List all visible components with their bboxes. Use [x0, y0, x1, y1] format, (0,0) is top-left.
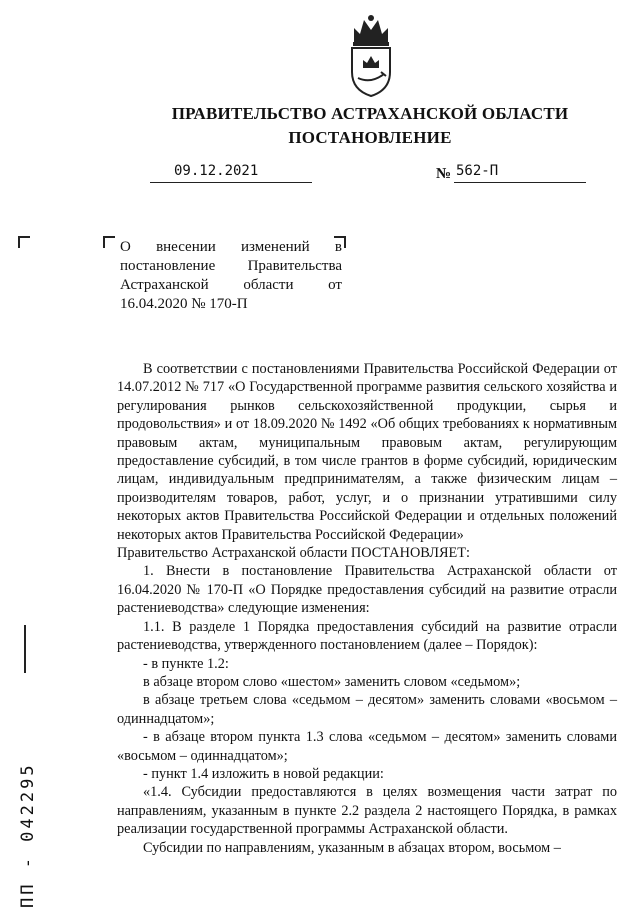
document-type-title: ПОСТАНОВЛЕНИЕ [288, 128, 452, 147]
document-number: 562-П [456, 163, 499, 179]
sub-item-paragraph: в абзаце третьем слова «седьмом – десятом» заменить словами «восьмом – одиннадцатом»; [117, 692, 617, 727]
side-serial-stamp: ПП - 042295 [18, 762, 38, 908]
preamble-paragraph: В соответствии с постановлениями Правительства Российской Федерации от 14.07.2012 № 717 «О Государственной программе развития сельского хозяйства и регулирования рынков сельскохозяйственной продукции, сырья и продовольствия» и от 18.09.2020 № 1492 «Об общих требованиях к нормативным правовым актам, муниципальным правовым актам, регулирующим предоставление субсидий, в том числе грантов в форме субсидий, юридическим лицам, индивидуальным предпринимателям, а также физическим лицам – производителям товаров, работ, услуг, и о признании утратившими силу некоторых актов Правительства Российской Федерации и отдельных положений некоторых актов Правительства Российской Федерации» [117, 361, 617, 543]
document-subject: О внесении изменений в постановление Правительства Астраханской области от 16.04.2020 № 170-П [120, 239, 342, 312]
coat-of-arms-emblem [340, 12, 402, 98]
left-corner-mark [18, 236, 30, 248]
document-date: 09.12.2021 [174, 163, 259, 179]
sub-item-paragraph: - в абзаце втором пункта 1.3 слова «седьмом – десятом» заменить словами «восьмом – одиннадцатом»; [117, 729, 617, 764]
sub-item-paragraph: - пункт 1.4 изложить в новой редакции: [143, 765, 384, 782]
quoted-clause-paragraph: «1.4. Субсидии предоставляются в целях возмещения части затрат по направлениям, указанным в пункте 2.2 раздела 2 настоящего Порядка, в рамках реализации государственной программы Астраханской области. [117, 784, 617, 838]
document-body [117, 360, 617, 857]
subject-open-mark [103, 236, 115, 248]
sub-item-paragraph: - в пункте 1.2: [143, 655, 229, 672]
continuation-paragraph: Субсидии по направлениям, указанным в абзацах втором, восьмом – [143, 839, 561, 856]
item-1-1-paragraph: 1.1. В разделе 1 Порядка предоставления субсидий на развитие отрасли растениеводства, утвержденного постановлением (далее – Порядок): [117, 618, 617, 654]
sub-item-paragraph: в абзаце втором слово «шестом» заменить словом «седьмом»; [143, 673, 521, 690]
government-title: ПРАВИТЕЛЬСТВО АСТРАХАНСКОЙ ОБЛАСТИ [171, 104, 569, 123]
margin-tick-mark [24, 625, 26, 673]
resolution-statement: Правительство Астраханской области ПОСТАНОВЛЯЕТ: [117, 545, 470, 562]
document-number-label: № [436, 166, 452, 182]
document-number-line [454, 162, 586, 183]
item-1-paragraph: 1. Внести в постановление Правительства Астраханской области от 16.04.2020 № 170-П «О Порядке предоставления субсидий на развитие отрасли растениеводства» следующие изменения: [117, 563, 617, 617]
document-date-line [150, 162, 312, 183]
